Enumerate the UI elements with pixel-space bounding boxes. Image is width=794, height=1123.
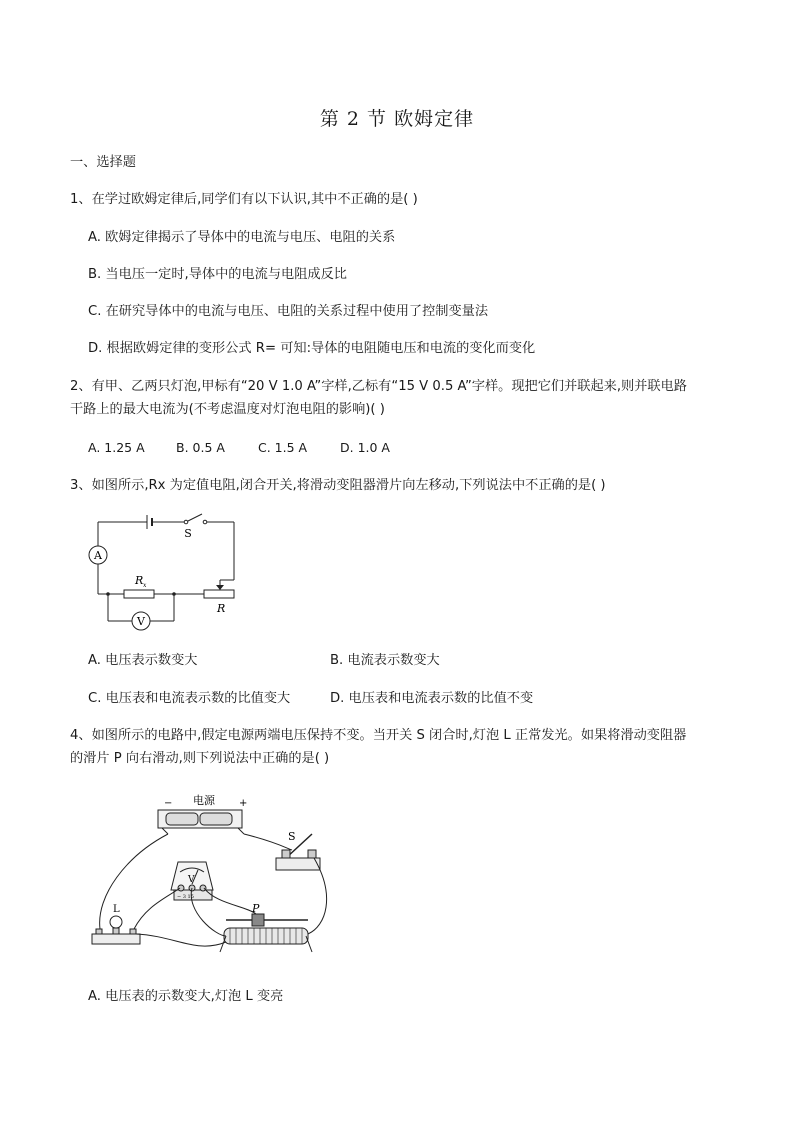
slider-label: P	[252, 902, 260, 915]
q1-option-d[interactable]: D. 根据欧姆定律的变形公式 R= 可知:导体的电阻随电压和电流的变化而变化	[88, 341, 536, 356]
voltmeter-terminal-marks: − 3 15	[177, 894, 194, 900]
fixed-resistor	[124, 590, 154, 598]
q4-stem-line2: 的滑片 P 向右滑动,则下列说法中正确的是( )	[70, 751, 330, 766]
q4-option-a[interactable]: A. 电压表的示数变大,灯泡 L 变亮	[88, 989, 284, 1004]
rheostat-label: R	[217, 602, 226, 615]
rheostat-slider	[252, 914, 264, 926]
q1-option-a[interactable]: A. 欧姆定律揭示了导体中的电流与电压、电阻的关系	[88, 230, 396, 245]
q2-option-d[interactable]: D. 1.0 A	[340, 440, 390, 455]
page-title: 第 2 节 欧姆定律	[319, 108, 475, 130]
switch-lever	[188, 514, 202, 521]
q4-apparatus-figure	[86, 786, 336, 968]
voltmeter-label: V	[188, 875, 195, 885]
switch-label: S	[184, 527, 192, 540]
lamp-bulb	[110, 916, 122, 928]
switch-contact-right	[203, 520, 207, 524]
wire	[134, 888, 180, 929]
switch-board	[276, 858, 320, 870]
slider-arrow-head	[216, 585, 224, 590]
junction-dot	[172, 592, 176, 596]
q1-option-b[interactable]: B. 当电压一定时,导体中的电流与电阻成反比	[88, 267, 347, 282]
junction-dot	[106, 592, 110, 596]
lamp-label: L	[113, 904, 120, 915]
q3-option-d[interactable]: D. 电压表和电流表示数的比值不变	[330, 691, 534, 706]
ammeter-label: A	[94, 549, 102, 562]
q2-options	[88, 440, 390, 455]
q3-option-a[interactable]: A. 电压表示数变大	[88, 653, 198, 668]
q3-option-b[interactable]: B. 电流表示数变大	[330, 653, 440, 668]
wire	[136, 934, 226, 946]
rx-label: R	[135, 574, 144, 587]
q1-stem: 1、在学过欧姆定律后,同学们有以下认识,其中不正确的是( )	[70, 192, 418, 207]
minus-terminal-label: −	[164, 798, 173, 809]
rheostat	[204, 590, 234, 598]
section-heading: 一、选择题	[70, 155, 136, 170]
q4-stem-line1: 4、如图所示的电路中,假定电源两端电压保持不变。当开关 S 闭合时,灯泡 L 正常发光。如果将滑动变阻器	[70, 728, 687, 743]
battery-cell	[166, 813, 198, 825]
battery-cell	[200, 813, 232, 825]
switch-label: S	[288, 830, 296, 843]
q3-stem: 3、如图所示,Rx 为定值电阻,闭合开关,将滑动变阻器滑片向左移动,下列说法中不正确的是( )	[70, 478, 606, 493]
q2-stem-line1: 2、有甲、乙两只灯泡,甲标有“20 V 1.0 A”字样,乙标有“15 V 0.5 A”字样。现把它们并联起来,则并联电路	[70, 379, 687, 394]
q2-option-a[interactable]: A. 1.25 A	[88, 440, 145, 455]
wire	[244, 834, 292, 850]
lamp-board	[92, 934, 140, 944]
rx-subscript: x	[143, 582, 147, 589]
q3-option-c[interactable]: C. 电压表和电流表示数的比值变大	[88, 691, 291, 706]
q2-option-c[interactable]: C. 1.5 A	[258, 440, 308, 455]
q3-circuit-diagram	[80, 508, 250, 634]
plus-terminal-label: +	[239, 798, 248, 809]
q2-stem-line2: 干路上的最大电流为(不考虑温度对灯泡电阻的影响)( )	[70, 402, 385, 417]
q2-option-b[interactable]: B. 0.5 A	[176, 440, 225, 455]
voltmeter-label: V	[137, 615, 145, 628]
switch-contact-left	[184, 520, 188, 524]
power-label: 电源	[193, 794, 215, 807]
wire	[100, 834, 168, 929]
q1-option-c[interactable]: C. 在研究导体中的电流与电压、电阻的关系过程中使用了控制变量法	[88, 304, 489, 319]
